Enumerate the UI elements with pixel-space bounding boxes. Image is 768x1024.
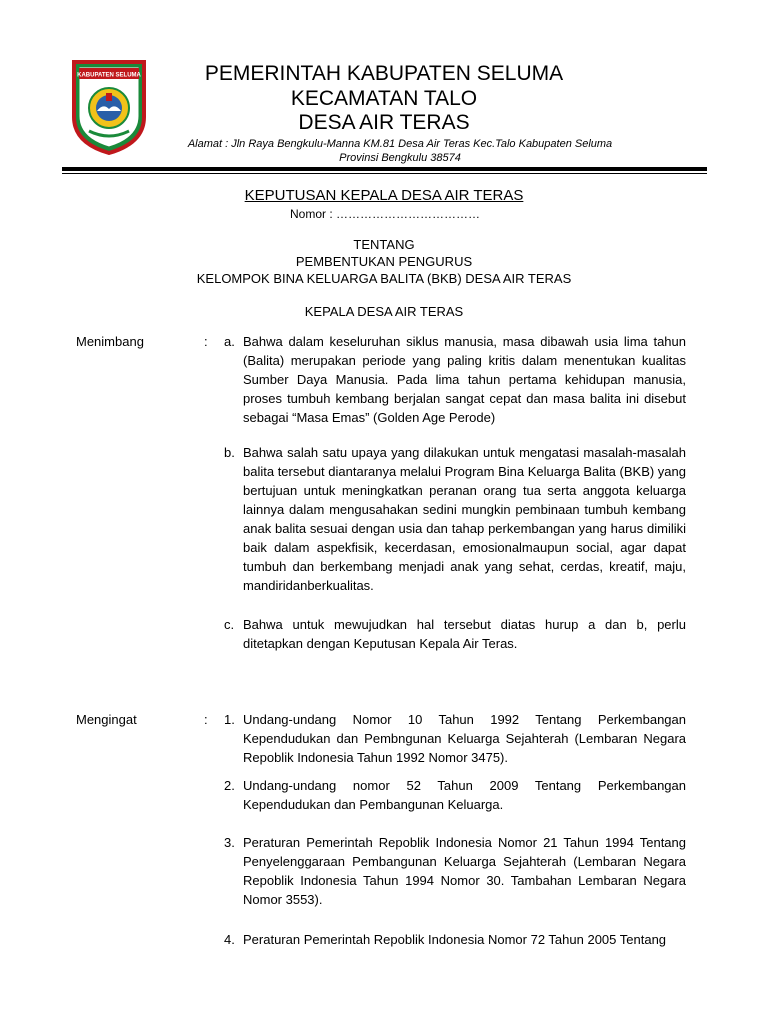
letterhead-address: Alamat : Jln Raya Bengkulu-Manna KM.81 Desa Air Teras Kec.Talo Kabupaten Seluma [187, 138, 613, 150]
menimbang-item-c [224, 615, 686, 653]
letterhead-province: Provinsi Bengkulu 38574 [339, 152, 461, 164]
mengingat-text-2: Undang-undang nomor 52 Tahun 2009 Tentang Perkembangan Kependudukan dan Pembangunan Keluarga. [243, 778, 686, 812]
emblem-banner-text: KABUPATEN SELUMA [77, 72, 141, 79]
mengingat-marker-3: 3. [224, 835, 235, 850]
mengingat-colon: : [204, 712, 208, 727]
mengingat-item-4 [224, 930, 686, 949]
decree-authority: KEPALA DESA AIR TERAS [304, 304, 464, 319]
mengingat-text-4: Peraturan Pemerintah Repoblik Indonesia Nomor 72 Tahun 2005 Tentang [243, 932, 667, 947]
menimbang-text-c: Bahwa untuk mewujudkan hal tersebut diatas hurup a dan b, perlu ditetapkan dengan Keputusan Kepala Air Teras. [243, 617, 686, 651]
mengingat-marker-4: 4. [224, 932, 235, 947]
letterhead-district: KECAMATAN TALO [290, 87, 478, 110]
menimbang-item-b [224, 443, 686, 595]
decree-subject-line2: KELOMPOK BINA KELUARGA BALITA (BKB) DESA AIR TERAS [196, 271, 572, 286]
mengingat-item-3 [224, 833, 686, 909]
mengingat-text-3: Peraturan Pemerintah Repoblik Indonesia Nomor 21 Tahun 1994 Tentang Penyelenggaraan Pembangunan Keluarga Sejahterah (Lembaran Negara Repoblik Indonesia Tahun 1994 Nomor 30. Tambahan Lembaran Negara Nomor 3553). [243, 835, 686, 907]
mengingat-marker-1: 1. [224, 712, 235, 727]
menimbang-marker-b: b. [224, 445, 235, 460]
menimbang-colon: : [204, 334, 208, 349]
menimbang-marker-c: c. [224, 617, 235, 632]
mengingat-item-1 [224, 710, 686, 767]
decree-number: Nomor : ……………………………… [290, 207, 481, 221]
letterhead-rule-thick [62, 167, 707, 171]
letterhead-government: PEMERINTAH KABUPATEN SELUMA [204, 62, 564, 85]
mengingat-label: Mengingat [76, 712, 137, 727]
decree-title: KEPUTUSAN KEPALA DESA AIR TERAS [244, 187, 524, 204]
letterhead-village: DESA AIR TERAS [298, 111, 470, 134]
menimbang-item-a [224, 332, 686, 427]
decree-subject-line1: PEMBENTUKAN PENGURUS [295, 254, 473, 269]
menimbang-marker-a: a. [224, 334, 235, 349]
menimbang-label: Menimbang [76, 334, 144, 349]
menimbang-text-a: Bahwa dalam keseluruhan siklus manusia, masa dibawah usia lima tahun (Balita) merupakan periode yang paling kritis dalam menentukan kualitas Sumber Daya Manusia. Pada lima tahun pertama kehidupan manusia, proses tumbuh kembang berjalan sangat cepat dan masa balita ini disebut sebagai “Masa Emas” (Golden Age Perode) [243, 334, 686, 425]
mengingat-marker-2: 2. [224, 778, 235, 793]
decree-tentang: TENTANG [353, 237, 415, 252]
menimbang-text-b: Bahwa salah satu upaya yang dilakukan untuk mengatasi masalah-masalah balita tersebut diantaranya melalui Program Bina Keluarga Balita (BKB) yang bertujuan untuk meningkatkan peranan orang tua serta anggota keluarga lainnya dalam mengusahakan sedini mungkin pembinaan tumbuh kembang anak balita sesuai dengan usia dan tahap perkembangan yang harus dimiliki baik dalam aspekfisik, kecerdasan, emosionalmaupun social, agar dapat tumbuh dan berkembang menjadi anak yang sehat, cerdas, kreatif, maju, mandiridanberkualitas. [243, 445, 686, 593]
mengingat-item-2 [224, 776, 686, 814]
mengingat-text-1: Undang-undang Nomor 10 Tahun 1992 Tentang Perkembangan Kependudukan dan Pembngunan Keluarga Sejahterah (Lembaran Negara Repoblik Indonesia Tahun 1992 Nomor 3475). [243, 712, 686, 765]
letterhead-rule-thin [62, 173, 707, 174]
